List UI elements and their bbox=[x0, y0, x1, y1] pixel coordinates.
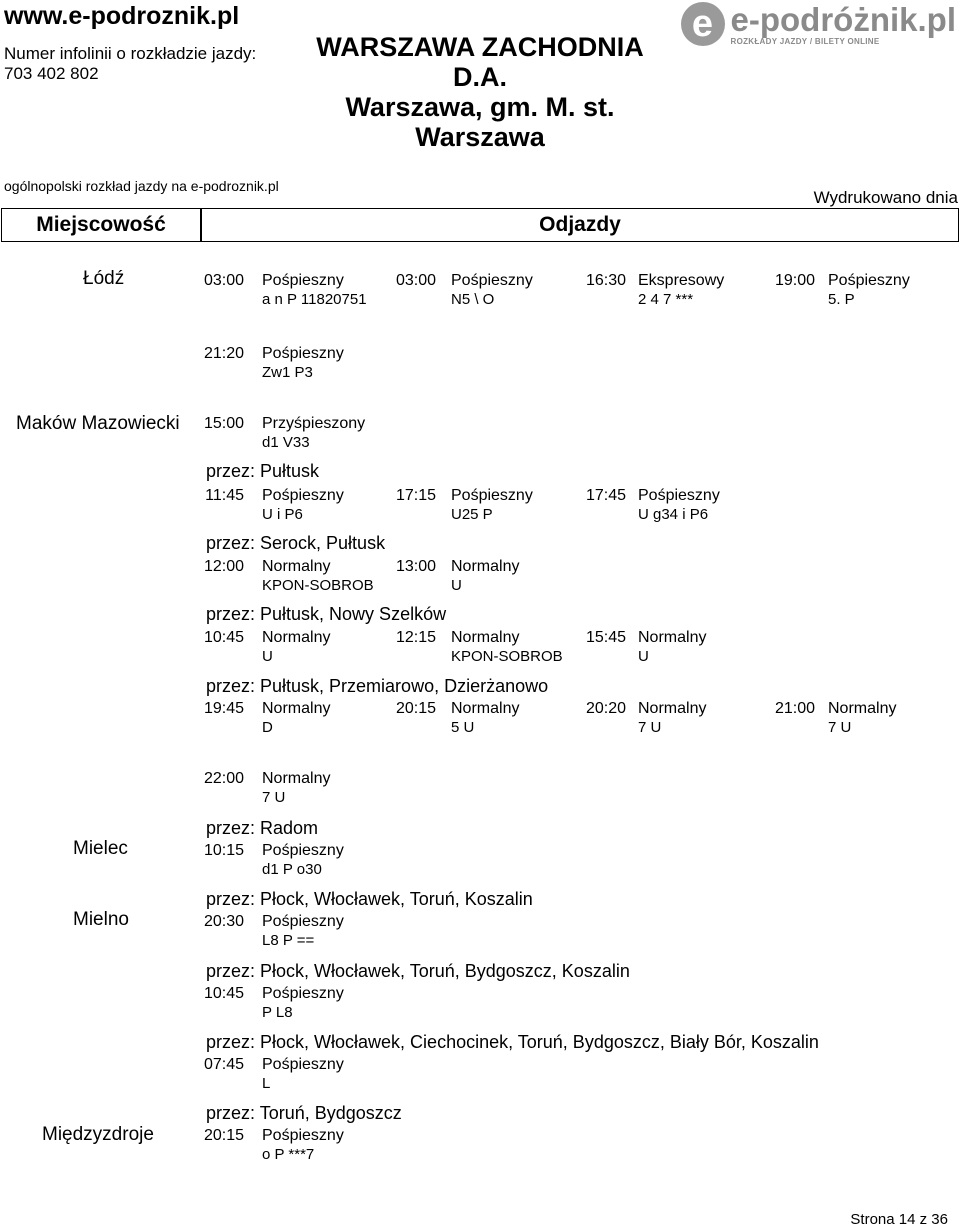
departure-time: 21:00 bbox=[774, 700, 815, 717]
infoline-label: Numer infolinii o rozkładzie jazdy: bbox=[4, 44, 257, 63]
departure-time: 17:15 bbox=[395, 487, 436, 504]
train-type: Pośpieszny bbox=[262, 1056, 344, 1073]
train-type: Pośpieszny bbox=[262, 842, 344, 859]
logo bbox=[681, 2, 957, 46]
departure-time: 21:20 bbox=[203, 345, 244, 362]
route-via: przez: Płock, Włocławek, Ciechocinek, Toruń, Bydgoszcz, Biały Bór, Koszalin bbox=[206, 1032, 819, 1052]
route-via: przez: Płock, Włocławek, Toruń, Bydgoszcz, Koszalin bbox=[206, 961, 630, 981]
train-type: Normalny bbox=[638, 629, 707, 646]
train-code: 2 4 7 *** bbox=[638, 291, 694, 308]
train-code: P L8 bbox=[262, 1004, 293, 1021]
train-code: 5. P bbox=[828, 291, 855, 308]
departure-time: 20:15 bbox=[395, 700, 436, 717]
train-code: N5 \ O bbox=[451, 291, 495, 308]
train-type: Pośpieszny bbox=[638, 487, 720, 504]
route-via: przez: Płock, Włocławek, Toruń, Koszalin bbox=[206, 889, 533, 909]
train-type: Normalny bbox=[451, 558, 520, 575]
train-code: U bbox=[451, 577, 462, 594]
departure-time: 20:30 bbox=[203, 913, 244, 930]
departure-time: 19:00 bbox=[774, 272, 815, 289]
train-code: U25 P bbox=[451, 506, 493, 523]
train-type: Pośpieszny bbox=[262, 272, 344, 289]
train-type: Normalny bbox=[262, 558, 331, 575]
logo-tagline: ROZKŁADY JAZDY / BILETY ONLINE bbox=[730, 36, 880, 46]
place-name: Łódź bbox=[83, 268, 125, 289]
title-line-4: Warszawa bbox=[415, 122, 545, 152]
route-via: przez: Toruń, Bydgoszcz bbox=[206, 1103, 402, 1123]
train-code: U g34 i P6 bbox=[638, 506, 709, 523]
infoline bbox=[4, 44, 256, 84]
departure-time: 20:20 bbox=[585, 700, 626, 717]
column-header-place bbox=[1, 208, 201, 242]
train-code: L8 P == bbox=[262, 932, 315, 949]
title-line-3: Warszawa, gm. M. st. bbox=[345, 92, 615, 122]
train-type: Ekspresowy bbox=[638, 272, 725, 289]
train-type: Pośpieszny bbox=[262, 345, 344, 362]
train-code: KPON-SOBROB bbox=[451, 648, 563, 665]
departure-time: 16:30 bbox=[585, 272, 626, 289]
train-code: 7 U bbox=[262, 789, 286, 806]
train-type: Normalny bbox=[262, 770, 331, 787]
departure-time: 12:00 bbox=[203, 558, 244, 575]
train-type: Normalny bbox=[262, 629, 331, 646]
column-header-place-label: Miejscowość bbox=[36, 213, 166, 236]
departure-time: 07:45 bbox=[203, 1056, 244, 1073]
train-code: KPON-SOBROB bbox=[262, 577, 374, 594]
departure-time: 15:00 bbox=[203, 415, 244, 432]
train-code: Zw1 P3 bbox=[262, 364, 313, 381]
train-type: Pośpieszny bbox=[262, 487, 344, 504]
train-type: Normalny bbox=[451, 700, 520, 717]
train-type: Normalny bbox=[638, 700, 707, 717]
route-via: przez: Serock, Pułtusk bbox=[206, 533, 386, 553]
site-url: www.e-podroznik.pl bbox=[4, 2, 240, 30]
departure-time: 17:45 bbox=[585, 487, 626, 504]
train-type: Pośpieszny bbox=[451, 487, 533, 504]
departure-time: 20:15 bbox=[203, 1127, 244, 1144]
train-code: a n P 11820751 bbox=[262, 291, 367, 308]
train-type: Pośpieszny bbox=[828, 272, 910, 289]
column-header-departures-label: Odjazdy bbox=[539, 213, 621, 236]
route-via: przez: Pułtusk bbox=[206, 461, 320, 481]
printed-label: Wydrukowano dnia bbox=[813, 188, 958, 207]
departure-time: 15:45 bbox=[585, 629, 626, 646]
train-code: U bbox=[638, 648, 649, 665]
site-description: ogólnopolski rozkład jazdy na e-podroznik.pl bbox=[4, 178, 279, 194]
place-name: Międzyzdroje bbox=[42, 1124, 154, 1145]
train-code: d1 V33 bbox=[262, 434, 310, 451]
column-header-departures bbox=[201, 208, 959, 242]
departure-time: 22:00 bbox=[203, 770, 244, 787]
route-via: przez: Radom bbox=[206, 818, 319, 838]
train-code: U bbox=[262, 648, 273, 665]
train-code: 7 U bbox=[828, 719, 852, 736]
departure-time: 11:45 bbox=[205, 487, 244, 504]
departure-time: 10:15 bbox=[203, 842, 244, 859]
train-code: d1 P o30 bbox=[262, 861, 322, 878]
train-code: 7 U bbox=[638, 719, 662, 736]
train-type: Normalny bbox=[451, 629, 520, 646]
train-type: Pośpieszny bbox=[262, 985, 344, 1002]
train-code: L bbox=[262, 1075, 271, 1092]
train-type: Przyśpieszony bbox=[262, 415, 366, 432]
departure-time: 10:45 bbox=[203, 985, 244, 1002]
train-type: Pośpieszny bbox=[262, 913, 344, 930]
place-name: Maków Mazowiecki bbox=[16, 413, 180, 434]
train-code: U i P6 bbox=[262, 506, 303, 523]
train-code: D bbox=[262, 719, 273, 736]
departure-time: 10:45 bbox=[203, 629, 244, 646]
train-type: Pośpieszny bbox=[262, 1127, 344, 1144]
departure-time: 13:00 bbox=[395, 558, 436, 575]
title-line-2: D.A. bbox=[453, 62, 507, 92]
page-number: Strona 14 z 36 bbox=[850, 1211, 948, 1228]
infoline-number: 703 402 802 bbox=[4, 64, 99, 83]
train-type: Pośpieszny bbox=[451, 272, 533, 289]
departure-time: 19:45 bbox=[203, 700, 244, 717]
train-code: 5 U bbox=[451, 719, 475, 736]
place-name: Mielno bbox=[73, 909, 129, 930]
train-type: Normalny bbox=[262, 700, 331, 717]
logo-e-icon: e bbox=[681, 2, 725, 46]
logo-brand: e-podróżnik.pl bbox=[730, 0, 956, 38]
route-via: przez: Pułtusk, Przemiarowo, Dzierżanowo bbox=[206, 676, 549, 696]
train-type: Normalny bbox=[828, 700, 897, 717]
title-line-1: WARSZAWA ZACHODNIA bbox=[316, 32, 644, 62]
place-name: Mielec bbox=[73, 838, 128, 859]
station-title bbox=[230, 32, 730, 152]
departure-time: 03:00 bbox=[395, 272, 436, 289]
departure-time: 12:15 bbox=[395, 629, 436, 646]
route-via: przez: Pułtusk, Nowy Szelków bbox=[206, 604, 447, 624]
departure-time: 03:00 bbox=[203, 272, 244, 289]
train-code: o P ***7 bbox=[262, 1146, 315, 1163]
